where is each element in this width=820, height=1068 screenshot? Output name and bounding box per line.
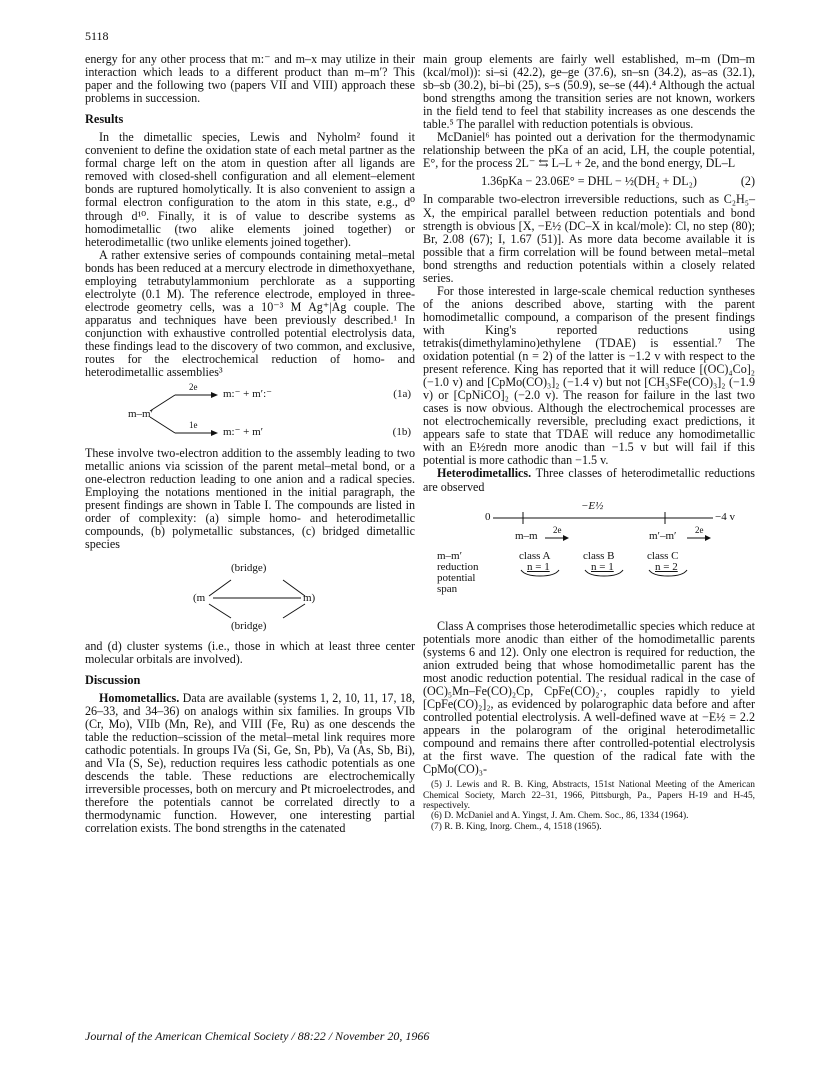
reduction-scheme-1: [85, 383, 415, 443]
bond-strengths-paragraph: main group elements are fairly well established, m–m (Dm–m (kcal/mol)): si–si (42.2), ge–ge (37.6), sn–sn (34.2), as–as (32.1), sb–sb (30.2), bi–bi (25), s–s (50.9), se–se (44).⁴ Although the actual bond strengths among the transition series are not known, workers in the field tend to feel that stability increases as one descends the table.⁵ The parallel with reduction potentials is obvious.: [423, 52, 755, 132]
bridged-species-diagram: [85, 558, 415, 636]
scheme-top-electrons: 2e: [189, 382, 198, 393]
scheme-bottom-electrons: 1e: [189, 420, 198, 431]
class-c-label: class C: [647, 549, 679, 562]
footnote-5: (5) J. Lewis and R. B. King, Abstracts, 151st National Meeting of the American Chemical Society, March 22–31, 1966, Pittsburgh, Pa., Papers H-19 and H-45, respectively.: [423, 780, 755, 811]
homo-mm-label: m–m: [515, 529, 538, 542]
journal-footer: Journal of the American Chemical Society / 88:22 / November 20, 1966: [85, 1029, 430, 1043]
results-paragraph-4: and (d) cluster systems (i.e., those in which at least three center molecular orbitals are involved).: [85, 638, 415, 666]
scheme-bottom-products: m:⁻ + m′: [223, 426, 264, 439]
row-label: m–m′: [437, 549, 463, 562]
footnotes: [423, 780, 755, 832]
right-column: [423, 53, 755, 832]
footnote-6: (6) D. McDaniel and A. Yingst, J. Am. Chem. Soc., 86, 1334 (1964).: [431, 811, 689, 822]
results-heading: Results: [85, 112, 124, 127]
homo-mprime-label: m′–m′: [649, 529, 677, 542]
equation-2-body: 1.36pKa − 23.06E° = DHL − ½(DH₂ + DL₂): [481, 174, 697, 189]
heterodimetallic-classes-diagram: [423, 498, 755, 614]
results-paragraph-3: These involve two-electron addition to the assembly leading to two metallic anions via scission of the parent metal–metal bond, or a one-electron reduction leading to one anion and a radical species. Employing the notations mentioned in the initial paragraph, the present findings are shown in Table I. The compounds are listed in order of complexity: (a) simple homo- and heterodimetallic compounds, (b) polymetallic substances, (c) bridged dimetallic species: [85, 446, 415, 552]
homo-mm-electrons: 2e: [553, 524, 562, 535]
results-paragraph-2: A rather extensive series of compounds containing metal–metal bonds has been reduced at a mercury electrode in dimethoxyethane, employing tetrabutylammonium perchlorate as a supporting electrolyte (0.1 M). The reference electrode, employed in three-electrode geometry cells, was a 10⁻³ M Ag⁺|Ag couple. The apparatus and techniques have been previously described.¹ In conjunction with exhaustive controlled potential electrolysis data, these findings lead to the discovery of two common, and exclusive, routes for the electrochemical reduction of homo- and heterodimetallic assemblies³: [85, 247, 415, 380]
left-column: [85, 53, 415, 835]
row-sub-span: span: [437, 582, 458, 595]
class-b-label: class B: [583, 549, 615, 562]
scheme-eq-1a: (1a): [393, 388, 411, 401]
bridge-bottom-label: (bridge): [231, 619, 267, 632]
class-c-electrons: n = 2: [655, 560, 678, 573]
footnote-7: (7) R. B. King, Inorg. Chem., 4, 1518 (1965).: [431, 821, 602, 832]
equation-2-number: (2): [740, 174, 755, 189]
class-a-paragraph: Class A comprises those heterodimetallic species which reduce at potentials more anodic than either of the homodimetallic parents (systems 6 and 12). Only one electron is required for reduction, the anion extruded being that whose homodimetallic parent has the most anodic reduction potential. The residual radical in the case of (OC)₅Mn–Fe(CO)₂Cp, CpFe(CO)₂·, couples rapidly to yield [CpFe(CO)₂]₂, as evidenced by polarographic data before and after controlled potential electrolysis. A well-defined wave at −E½ = 2.2 appears in the polarogram of the original heterodimetallic compound and remains there after controlled-potential electrolysis at the first wave. The question of the radical fate with the CpMo(CO)₃-: [423, 618, 755, 777]
irreversible-reductions-paragraph: In comparable two-electron irreversible reductions, such as C₂H₅–X, the empirical parallel between reduction potentials and bond strength is obvious [X, −E½ (DC–X in kcal/mole): Cl, no step (80); Br, 2.08 (67); I, 1.67 (51)]. As more data become available it is possible that a firm correlation will be found between metal–metal bond strengths and reduction potentials within a closely related series.: [423, 192, 755, 285]
bridge-top-label: (bridge): [231, 561, 267, 574]
intro-paragraph-end: energy for any other process that m:⁻ and m–x may utilize in their interaction which leads to a different product than m–m′? This paper and the following two (papers VII and VIII) approach these problems in succession.: [85, 52, 415, 106]
scheme-reactant: m–m′: [128, 408, 154, 421]
results-paragraph-1: In the dimetallic species, Lewis and Nyholm² found it convenient to define the oxidation state of each metal partner as the formal charge left on the atom in question after all ligands are removed with closed-shell configuration and all element–element bonds are ruptured homolytically. It is also convenient to assign a formal electron configuration to the atom in this state, e.g., d⁰ through d¹⁰. Finally, it is of value to describe systems as homodimetallic (two alike elements joined together) or heterodimetallic (two unlike elements joined together).: [85, 130, 415, 249]
discussion-heading: Discussion: [85, 672, 141, 687]
class-a-electrons: n = 1: [527, 560, 550, 573]
bridge-right-metal: m): [303, 591, 316, 604]
heterodimetallics-text: Three classes of heterodimetallic reductions are observed: [423, 466, 755, 494]
scheme-eq-1b: (1b): [392, 426, 411, 439]
heterodimetallics-runin: Heterodimetallics.: [437, 466, 532, 481]
bridge-left-metal: (m: [193, 591, 206, 604]
class-a-label: class A: [519, 549, 551, 562]
homometallics-text: Data are available (systems 1, 2, 10, 11, 17, 18, 26–33, and 34–36) on analogs within six families. In groups VIb (Cr, Mo), VIIb (Mn, Re), and VIII (Fe, Ru) as one descends the table the reduction–scission of the metal–metal link requires more cathodic potentials. In groups IVa (Si, Ge, Sn, Pb), Va (As, Sb, Bi), and VIa (S, Se), reduction requires less cathodic potentials as one descends the table. These reductions are electrochemically irreversible processes, both on mercury and Pt microelectrodes, and therefore the potentials cannot be correlated directly to a thermodynamic function. However, one interesting partial correlation exists. The bond strengths in the catenated: [85, 690, 415, 836]
scheme-top-products: m:⁻ + m′:⁻: [223, 388, 272, 401]
homo-mprime-electrons: 2e: [695, 524, 704, 535]
heterodimetallics-paragraph: [423, 467, 755, 493]
mcdaniel-paragraph: McDaniel⁶ has pointed out a derivation for the thermodynamic relationship between the pKa of an acid, LH, the couple potential, E°, for the process 2L⁻ ⇆ L–L + 2e, and the bond energy, DL–L: [423, 130, 755, 171]
axis-zero: 0: [485, 510, 491, 523]
row-sub-potential: potential: [437, 571, 476, 584]
equation-2: [423, 175, 755, 188]
class-b-electrons: n = 1: [591, 560, 614, 573]
homometallics-paragraph: [85, 692, 415, 836]
axis-label: −E½: [581, 499, 604, 512]
homometallics-runin: Homometallics.: [99, 690, 180, 705]
row-sub-reduction: reduction: [437, 560, 479, 573]
page-number: 5118: [85, 29, 109, 43]
tdae-paragraph: For those interested in large-scale chemical reduction syntheses of the anions described above, starting with the parent homodimetallic compound, a comparison of the present findings with King's reported reductions using tetrakis(dimethylamino)ethylene (TDAE) is essential.⁷ The oxidation potential (n = 2) of the latter is −1.2 v with respect to the present reference. King has reported that it will reduce [(OC)₄Co]₂ (−1.0 v) and [CpMo(CO)₃]₂ (−1.4 v) but not [CH₃SFe(CO)₃]₂ (−1.9 v) or [CpNiCO]₂ (−2.0 v). The reason for failure in the last two cases is now obvious. Although the electrochemical processes are not electrochemically reversible, precluding exact predictions, it appears safe to state that TDAE will reduce any homodimetallic with an E½redn more anodic than −1.5 v but will fail if this potential is more cathodic than −1.5 v.: [423, 283, 755, 468]
axis-end: −4 v: [715, 510, 735, 523]
